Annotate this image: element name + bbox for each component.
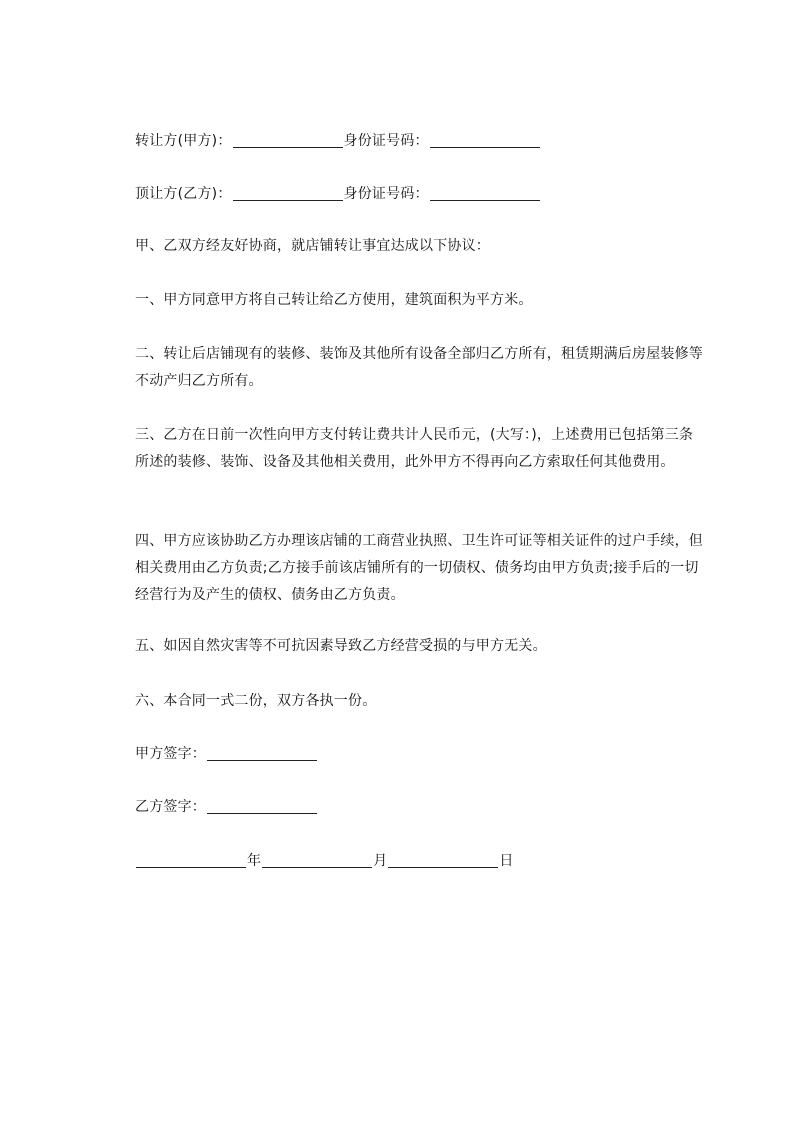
transferee-id-blank <box>430 184 540 201</box>
sign-a-label: 甲方签字： <box>135 746 206 762</box>
transferor-id-label: 身份证号码： <box>343 133 429 149</box>
day-blank <box>388 851 498 868</box>
month-blank <box>262 851 372 868</box>
date-line <box>135 851 514 871</box>
clause-5: 五、如因自然灾害等不可抗因素导致乙方经营受损的与甲方无关。 <box>135 638 547 654</box>
transferor-line <box>135 131 541 151</box>
sign-a-line <box>135 744 318 764</box>
transferee-label: 顶让方(乙方)： <box>135 186 232 202</box>
clause-1: 一、甲方同意甲方将自己转让给乙方使用，建筑面积为平方米。 <box>135 292 533 308</box>
transferor-id-blank <box>430 131 540 148</box>
sign-b-blank <box>207 797 317 814</box>
year-label: 年 <box>247 853 262 869</box>
transferee-name-blank <box>233 184 343 201</box>
clause-4-text: 四、甲方应该协助乙方办理该店铺的工商营业执照、卫生许可证等相关证件的过户手续，但相关费用由乙方负责;乙方接手前该店铺所有的一切债权、债务均由甲方负责;接手后的一切经营行为及产生的债权、债务由乙方负责。 <box>135 533 703 603</box>
year-blank <box>136 851 246 868</box>
transferee-id-label: 身份证号码： <box>343 186 429 202</box>
clause-3 <box>135 422 707 476</box>
sign-b-label: 乙方签字： <box>135 799 206 815</box>
sign-b-line <box>135 797 318 817</box>
intro-text: 甲、乙双方经友好协商，就店铺转让事宜达成以下协议： <box>135 238 490 254</box>
month-label: 月 <box>373 853 388 869</box>
clause-4 <box>135 528 707 609</box>
clause-2-text: 二、转让后店铺现有的装修、装饰及其他所有设备全部归乙方所有，租赁期满后房屋装修等不动产归乙方所有。 <box>135 346 703 389</box>
clause-3-text: 三、乙方在日前一次性向甲方支付转让费共计人民币元，(大写：)，上述费用已包括第三条所述的装修、装饰、设备及其他相关费用，此外甲方不得再向乙方索取任何其他费用。 <box>135 427 694 470</box>
clause-6: 六、本合同一式二份，双方各执一份。 <box>135 693 377 709</box>
transferor-label: 转让方(甲方)： <box>135 133 232 149</box>
transferee-line <box>135 184 541 204</box>
day-label: 日 <box>499 853 514 869</box>
sign-a-blank <box>207 744 317 761</box>
transferor-name-blank <box>233 131 343 148</box>
clause-2 <box>135 341 707 395</box>
